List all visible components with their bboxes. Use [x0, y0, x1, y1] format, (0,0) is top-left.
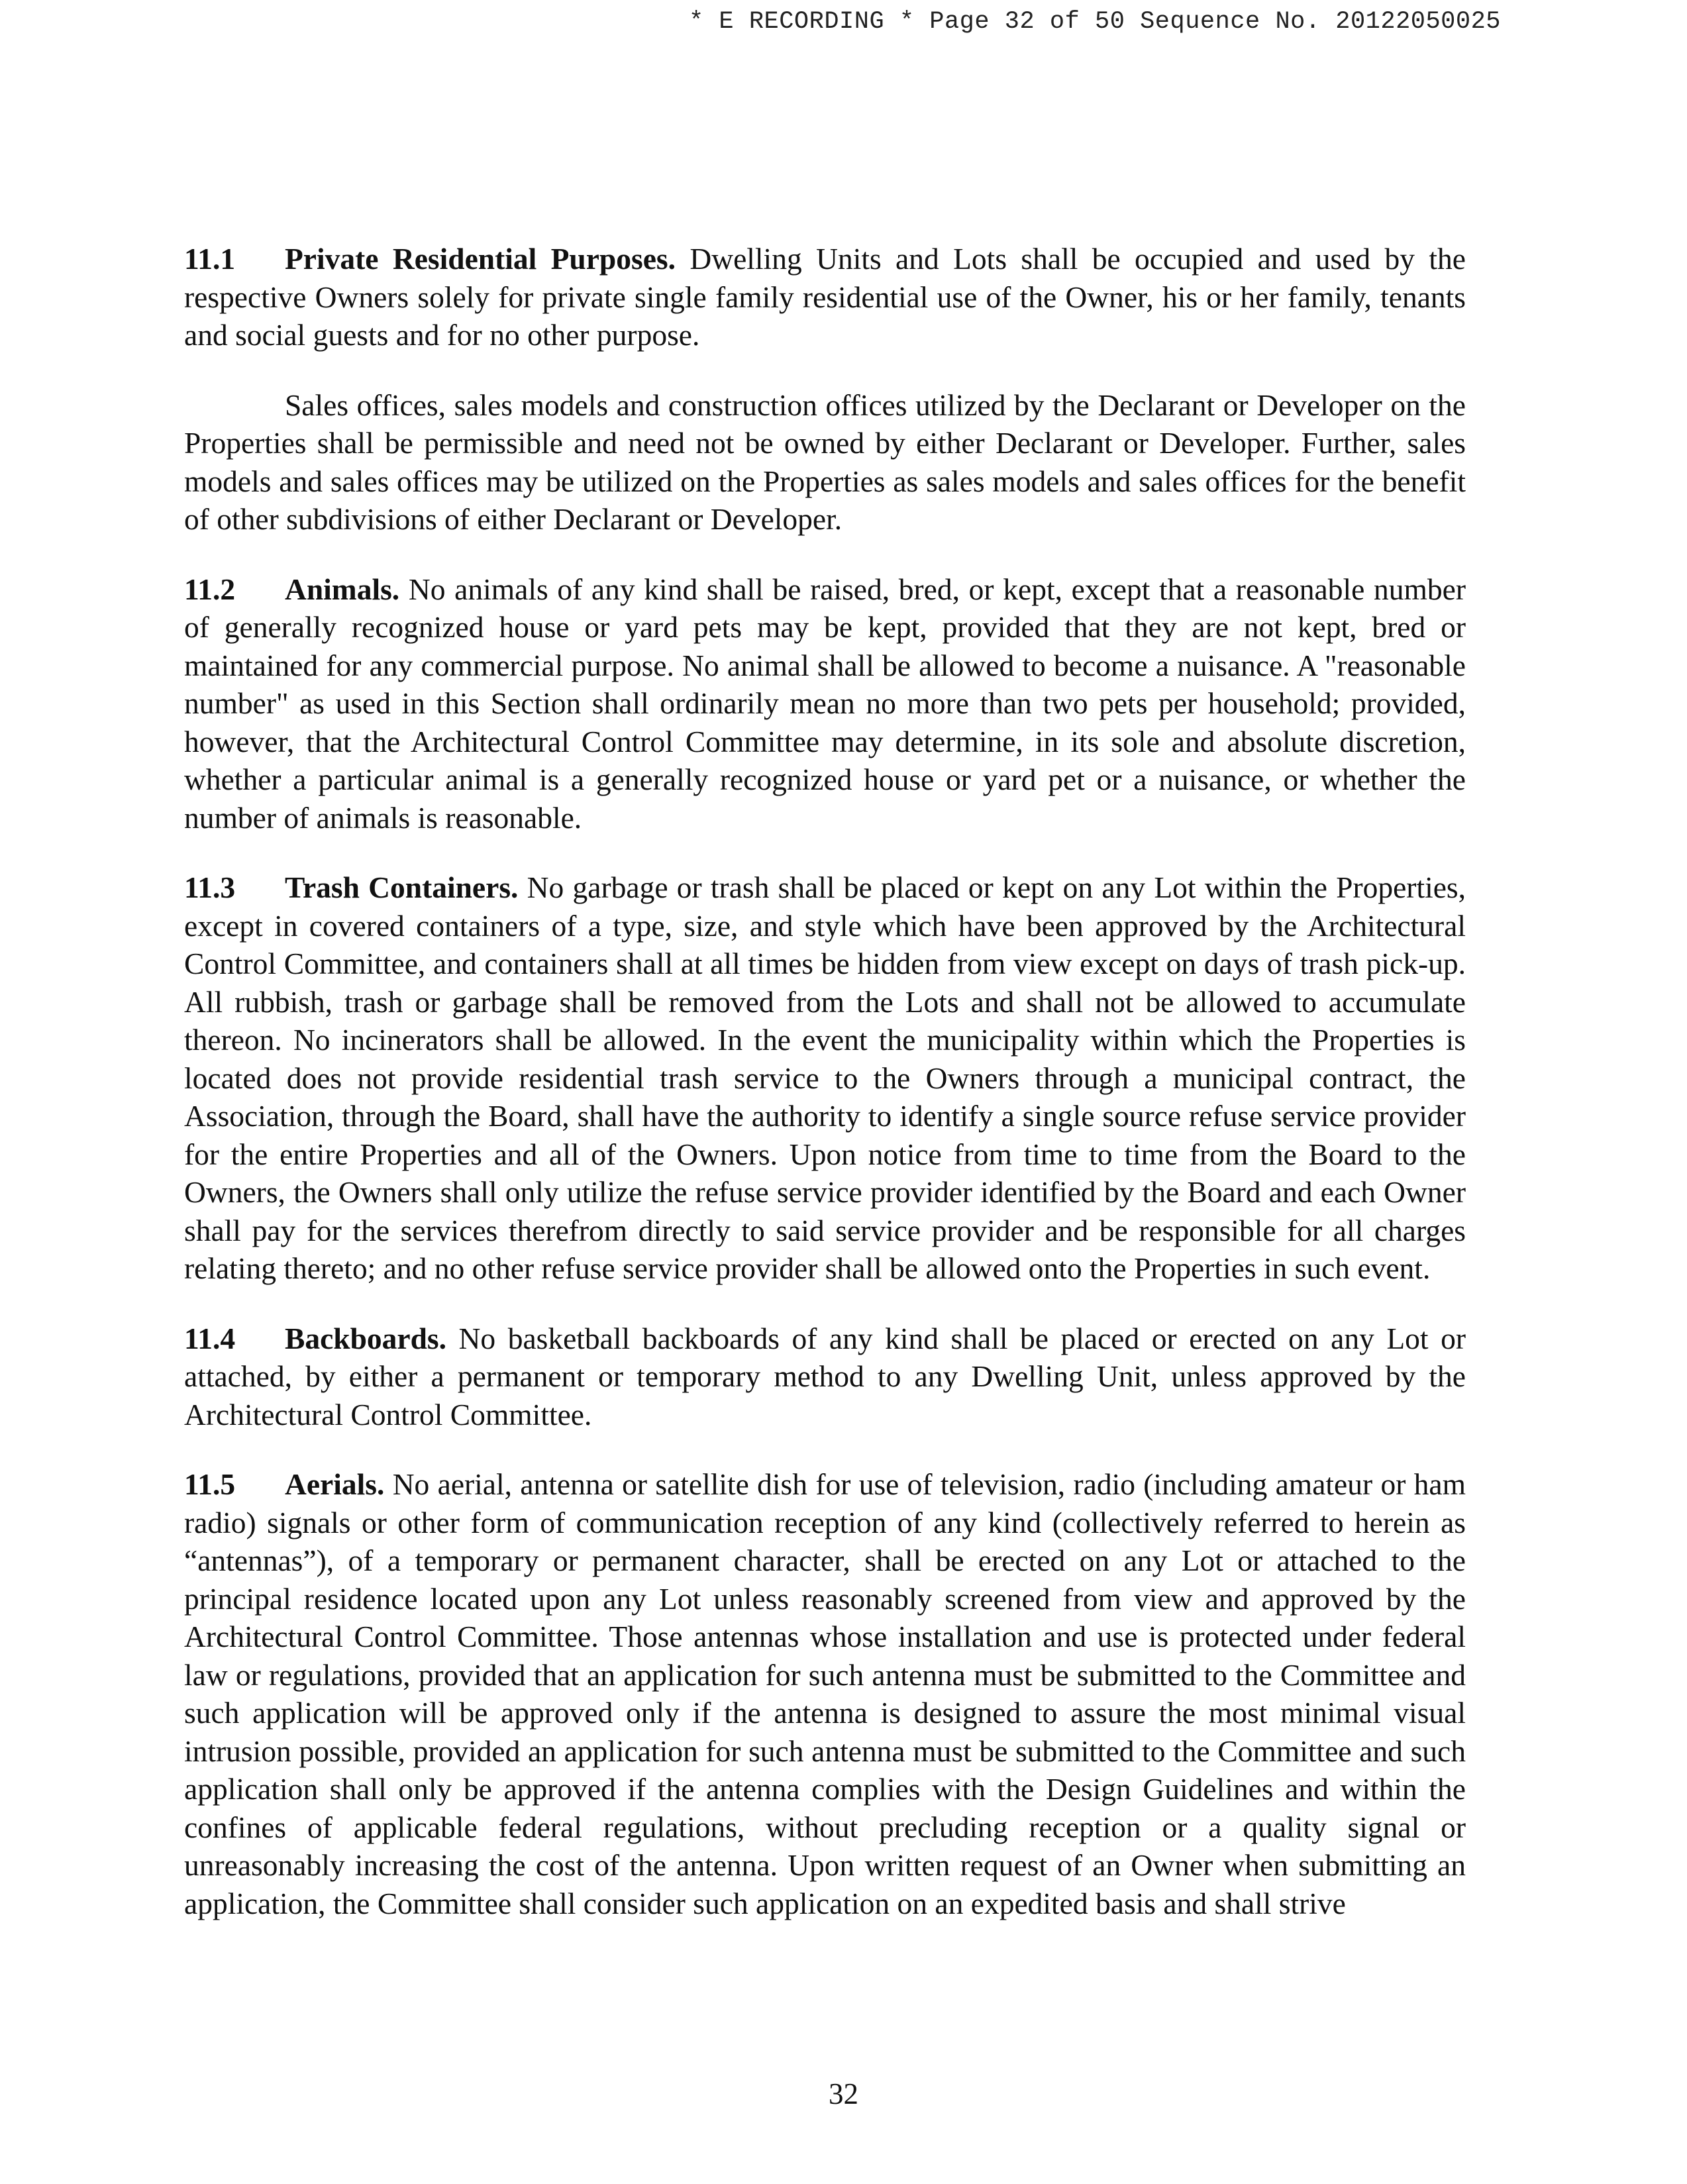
- section-title: Animals.: [285, 572, 400, 606]
- section-number: 11.5: [184, 1467, 236, 1501]
- section-title: Aerials.: [285, 1467, 385, 1501]
- section-title: Trash Containers.: [285, 870, 519, 904]
- section-number: 11.1: [184, 242, 236, 276]
- section-number: 11.3: [184, 870, 236, 904]
- section-number: 11.2: [184, 572, 236, 606]
- section-11-1: [184, 240, 1466, 354]
- section-11-5: [184, 1465, 1466, 1922]
- section-title: Private Residential Purposes.: [285, 242, 676, 276]
- section-text: No aerial, antenna or satellite dish for use of television, radio (including amateur or ham radio) signals or other form of communication reception of any kind (collectively referred to herein as “antennas”), of a temporary or permanent character, shall be erected on any Lot or attached to the principal residence located upon any Lot unless reasonably screened from view and approved by the Architectural Control Committee. Those antennas whose installation and use is protected under federal law or regulations, provided that an application for such antenna must be submitted to the Committee and such application will be approved only if the antenna is designed to assure the most minimal visual intrusion possible, provided an application for such antenna must be submitted to the Committee and such application shall only be approved if the antenna complies with the Design Guidelines and within the confines of applicable federal regulations, without precluding reception or a quality signal or unreasonably increasing the cost of the antenna. Upon written request of an Owner when submitting an application, the Committee shall consider such application on an expedited basis and shall strive: [184, 1467, 1466, 1920]
- section-text: No garbage or trash shall be placed or kept on any Lot within the Properties, except in covered containers of a type, size, and style which have been approved by the Architectural Control Committee, and containers shall at all times be hidden from view except on days of trash pick-up. All rubbish, trash or garbage shall be removed from the Lots and shall not be allowed to accumulate thereon. No incinerators shall be allowed. In the event the municipality within which the Properties is located does not provide residential trash service to the Owners through a municipal contract, the Association, through the Board, shall have the authority to identify a single source refuse service provider for the entire Properties and all of the Owners. Upon notice from time to time from the Board to the Owners, the Owners shall only utilize the refuse service provider identified by the Board and each Owner shall pay for the services therefrom directly to said service provider and be responsible for all charges relating thereto; and no other refuse service provider shall be allowed onto the Properties in such event.: [184, 870, 1466, 1285]
- section-11-3: [184, 868, 1466, 1288]
- section-11-2: [184, 570, 1466, 837]
- page-number: 32: [829, 2077, 858, 2110]
- section-text: Dwelling Units and Lots shall be occupied and used by the respective Owners solely for private single family residential use of the Owner, his or her family, tenants and social guests and for no other purpose.: [184, 242, 1466, 352]
- section-11-4: [184, 1320, 1466, 1434]
- section-title: Backboards.: [285, 1321, 446, 1355]
- section-number: 11.4: [184, 1321, 236, 1355]
- document-body: [184, 240, 1466, 1954]
- section-text: No animals of any kind shall be raised, bred, or kept, except that a reasonable number of generally recognized house or yard pets may be kept, provided that they are not kept, bred or maintained for any commercial purpose. No animal shall be allowed to become a nuisance. A "reasonable number" as used in this Section shall ordinarily mean no more than two pets per household; provided, however, that the Architectural Control Committee may determine, in its sole and absolute discretion, whether a particular animal is a generally recognized house or yard pet or a nuisance, or whether the number of animals is reasonable.: [184, 572, 1466, 835]
- section-11-1-continuation: Sales offices, sales models and construction offices utilized by the Declarant or Developer on the Properties shall be permissible and need not be owned by either Declarant or Developer. Further, sales models and sales offices may be utilized on the Properties as sales models and sales offices for the benefit of other subdivisions of either Declarant or Developer.: [184, 388, 1466, 536]
- recording-stamp-header: * E RECORDING * Page 32 of 50 Sequence No. 20122050025: [689, 8, 1501, 36]
- section-text: No basketball backboards of any kind shall be placed or erected on any Lot or attached, by either a permanent or temporary method to any Dwelling Unit, unless approved by the Architectural Control Committee.: [184, 1321, 1466, 1431]
